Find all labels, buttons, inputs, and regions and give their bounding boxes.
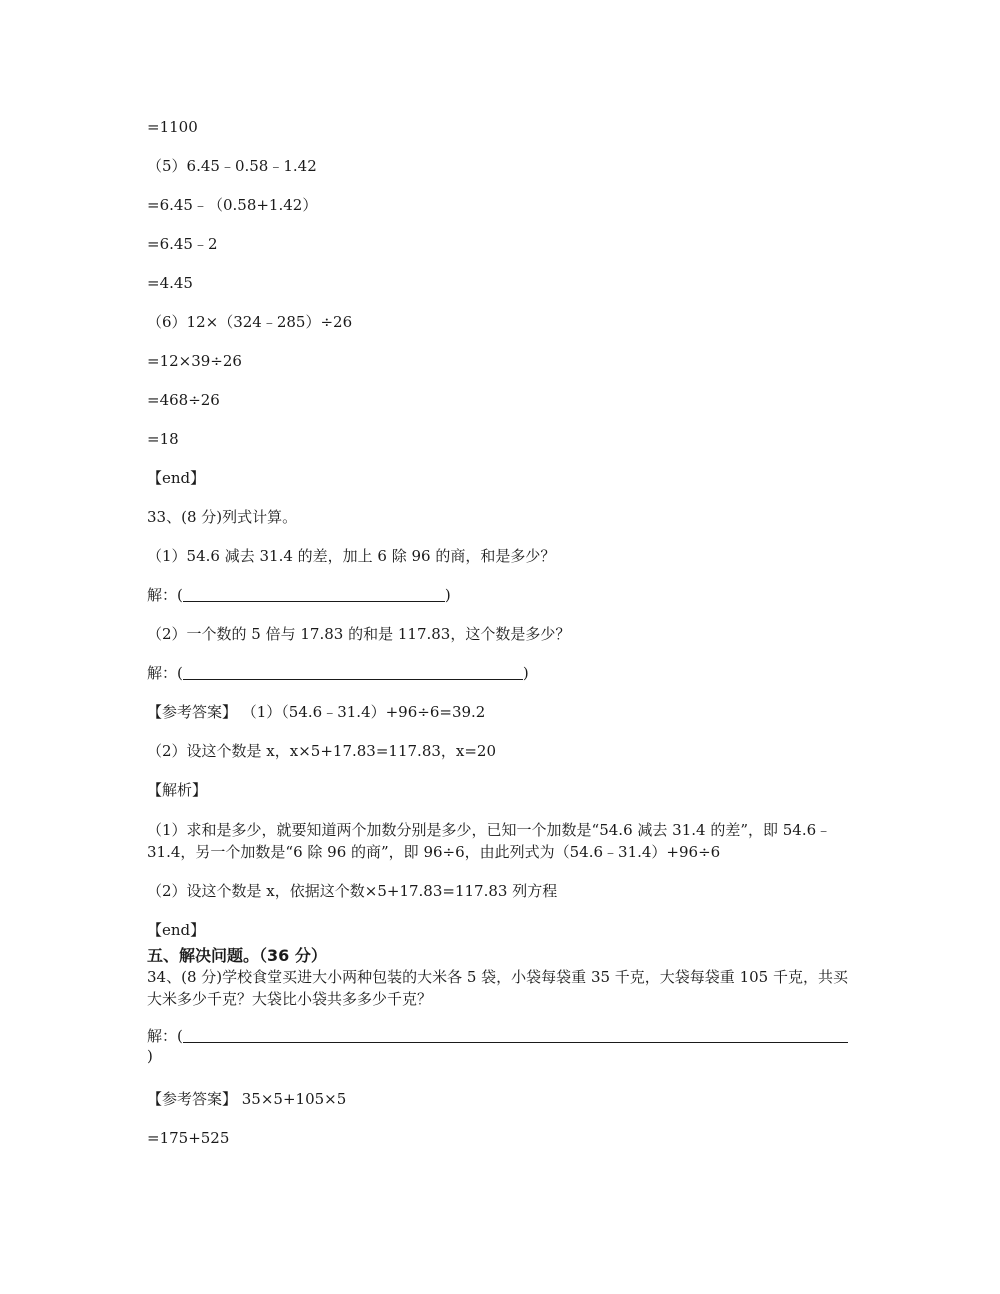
calc-line: =6.45﹣（0.58+1.42） bbox=[147, 196, 318, 214]
calc-line: =18 bbox=[147, 430, 179, 448]
calc-line: =468÷26 bbox=[147, 391, 220, 409]
answer-line-33-2 bbox=[147, 663, 857, 683]
answer-line-34 bbox=[147, 1026, 857, 1066]
analysis-text: （1）求和是多少，就要知道两个加数分别是多少，已知一个加数是“54.6 减去 31.4 的差”，即 54.6﹣31.4，另一个加数是“6 除 96 的商”，即 96÷6，由此列式为（54.6﹣31.4）+96÷6 bbox=[147, 821, 832, 861]
analysis-label: 【解析】 bbox=[147, 781, 208, 799]
answer-prefix: 解：( bbox=[147, 1027, 183, 1045]
answer-line-33-1 bbox=[147, 585, 857, 605]
answer-prefix: 解：( bbox=[147, 586, 183, 604]
question-33-title: 33、(8 分)列式计算。 bbox=[147, 508, 298, 526]
question-33-part-2: （2）一个数的 5 倍与 17.83 的和是 117.83，这个数是多少？ bbox=[147, 625, 571, 643]
question-34-text: 34、(8 分)学校食堂买进大小两种包装的大米各 5 袋，小袋每袋重 35 千克，大袋每袋重 105 千克，共买大米多少千克？大袋比小袋共多多少千克？ bbox=[147, 968, 848, 1008]
end-marker: 【end】 bbox=[147, 921, 206, 939]
answer-suffix: ) bbox=[444, 586, 451, 604]
calc-line: （6）12×（324﹣285）÷26 bbox=[147, 313, 353, 331]
calc-line: =1100 bbox=[147, 118, 198, 136]
reference-answer: 【参考答案】 35×5+105×5 bbox=[147, 1090, 347, 1108]
reference-answer-cont: （2）设这个数是 x，x×5+17.83=117.83，x=20 bbox=[147, 742, 497, 760]
document-page bbox=[147, 117, 857, 1167]
end-marker: 【end】 bbox=[147, 469, 206, 487]
reference-answer-cont: =175+525 bbox=[147, 1129, 230, 1147]
answer-suffix: ) bbox=[147, 1047, 153, 1065]
answer-prefix: 解：( bbox=[147, 664, 183, 682]
answer-suffix: ) bbox=[522, 664, 529, 682]
section-title: 五、解决问题。（36 分） bbox=[147, 946, 327, 965]
answer-blank[interactable] bbox=[183, 1027, 848, 1043]
analysis-text: （2）设这个数是 x，依据这个数×5+17.83=117.83 列方程 bbox=[147, 882, 558, 900]
reference-answer: 【参考答案】 （1）（54.6﹣31.4）+96÷6=39.2 bbox=[147, 703, 486, 721]
answer-blank[interactable] bbox=[183, 586, 445, 602]
question-33-part-1: （1）54.6 减去 31.4 的差，加上 6 除 96 的商，和是多少？ bbox=[147, 547, 556, 565]
calc-line: （5）6.45﹣0.58﹣1.42 bbox=[147, 157, 317, 175]
calc-line: =6.45﹣2 bbox=[147, 235, 218, 253]
answer-blank[interactable] bbox=[183, 664, 523, 680]
calc-line: =12×39÷26 bbox=[147, 352, 242, 370]
calc-line: =4.45 bbox=[147, 274, 193, 292]
